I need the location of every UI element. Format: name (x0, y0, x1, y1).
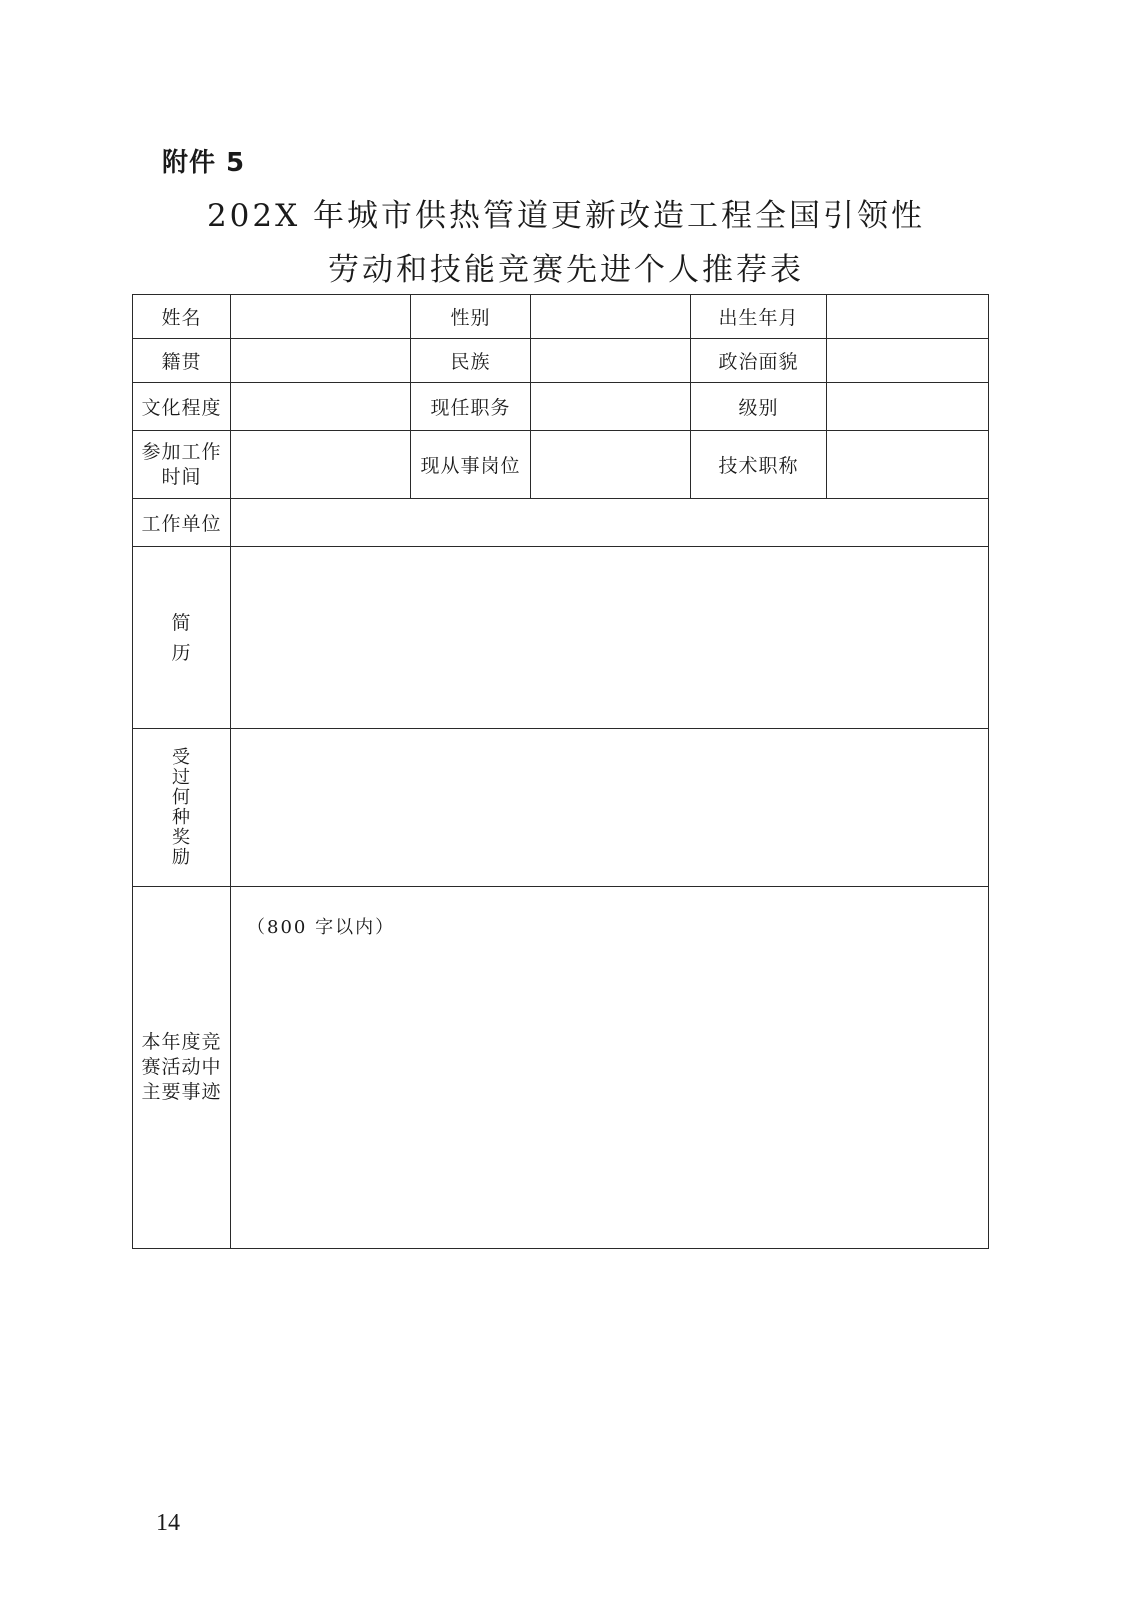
form-title-line2: 劳动和技能竞赛先进个人推荐表 (328, 252, 804, 288)
input-political-status[interactable] (827, 339, 989, 383)
page-number: 14 (156, 1510, 180, 1536)
input-native-place[interactable] (231, 339, 411, 383)
label-name: 姓名 (133, 295, 231, 339)
label-deeds-line2: 赛活动中 (141, 1056, 222, 1078)
label-awards (133, 729, 231, 887)
attachment-label: 附件 5 (162, 148, 246, 178)
label-native-place: 籍贯 (133, 339, 231, 383)
label-main-deeds (133, 887, 231, 1249)
input-birth[interactable] (827, 295, 989, 339)
input-employer[interactable] (231, 499, 989, 547)
input-work-start-time[interactable] (231, 431, 411, 499)
input-level[interactable] (827, 383, 989, 431)
label-deeds-line1: 本年度竞 (141, 1031, 222, 1053)
input-current-position[interactable] (531, 383, 691, 431)
deeds-word-limit-note: （800 字以内） (247, 917, 396, 938)
form-title-line1: 202X 年城市供热管道更新改造工程全国引领性 (206, 198, 926, 234)
label-ethnicity: 民族 (411, 339, 531, 383)
label-work-start-line1: 参加工作 (141, 440, 222, 463)
input-tech-title[interactable] (827, 431, 989, 499)
label-work-start-time (133, 431, 231, 499)
label-work-start-line2: 时间 (161, 465, 202, 488)
label-employer: 工作单位 (133, 499, 231, 547)
label-awards-text: 受过何种奖励 (172, 746, 191, 868)
label-deeds-line3: 主要事迹 (141, 1081, 222, 1103)
input-name[interactable] (231, 295, 411, 339)
label-level: 级别 (691, 383, 827, 431)
label-tech-title: 技术职称 (691, 431, 827, 499)
label-resume (133, 547, 231, 729)
label-current-position: 现任职务 (411, 383, 531, 431)
input-education[interactable] (231, 383, 411, 431)
input-resume[interactable] (231, 547, 989, 729)
input-main-deeds[interactable] (231, 887, 989, 1249)
label-current-post: 现从事岗位 (411, 431, 531, 499)
label-birth: 出生年月 (691, 295, 827, 339)
label-gender: 性别 (411, 295, 531, 339)
label-political-status: 政治面貌 (691, 339, 827, 383)
recommendation-form-table (132, 294, 989, 1249)
input-gender[interactable] (531, 295, 691, 339)
label-education: 文化程度 (133, 383, 231, 431)
label-resume-char1: 简 (171, 611, 192, 634)
input-awards[interactable] (231, 729, 989, 887)
input-ethnicity[interactable] (531, 339, 691, 383)
input-current-post[interactable] (531, 431, 691, 499)
label-resume-char2: 历 (171, 641, 192, 664)
